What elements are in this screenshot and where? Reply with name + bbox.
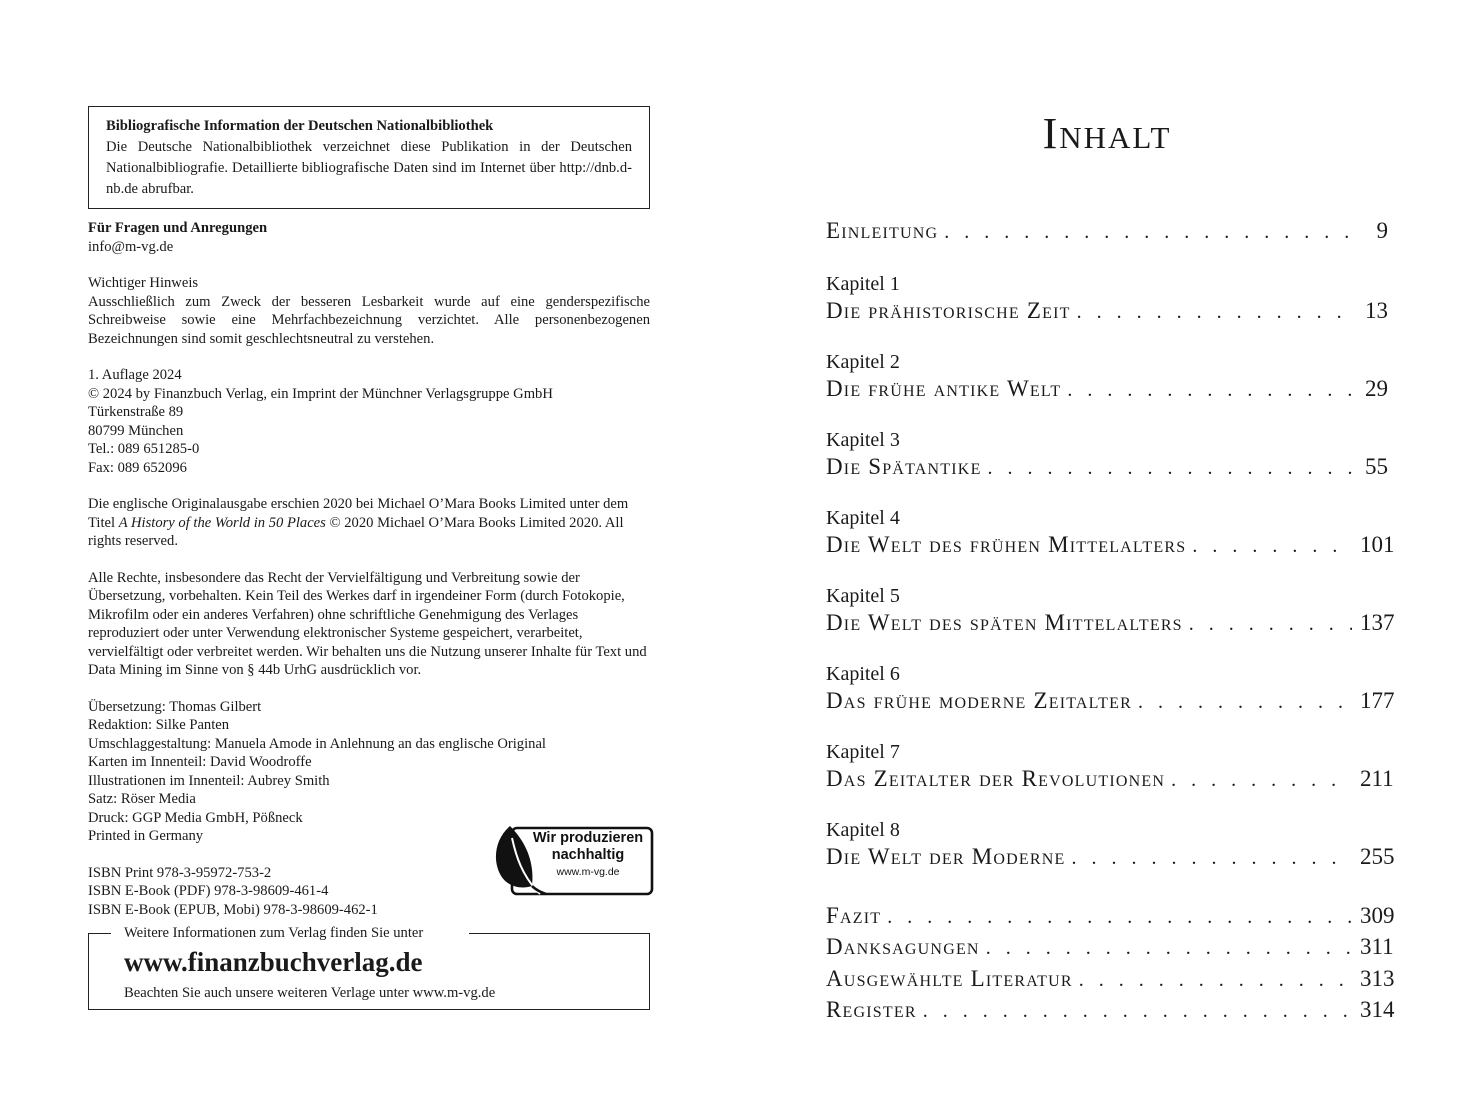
toc-leader-dots: [988, 453, 1352, 483]
original-edition-text-before: Die englische Originalausgabe erschien 2020 bei Michael O’Mara Books Limited unter dem Titel: [88, 496, 629, 531]
toc-title: Ausgewählte Literatur: [826, 966, 1073, 991]
credit-printing: Druck: GGP Media GmbH, Pößneck: [88, 809, 303, 826]
isbn-epub: ISBN E-Book (EPUB, Mobi) 978-3-98609-462-1: [88, 901, 378, 918]
toc-entry-chapter-4[interactable]: [826, 506, 1395, 561]
bibliographic-info-box: [88, 106, 650, 209]
badge-line2: nachhaltig: [551, 846, 625, 863]
original-edition-block: [88, 495, 650, 551]
toc-leader-dots: [887, 902, 1352, 932]
notice-text: Ausschließlich zum Zweck der besseren Lesbarkeit wurde auf eine genderspezifische Schreibweise sowie eine Mehrfachbezeichnung verzichtet. Alle personenbezogenen Bezeichnungen sind somit geschlechtsneutral zu verstehen.: [88, 293, 650, 347]
original-edition-text-after: © 2020 Michael O’Mara Books Limited 2020. All rights reserved.: [88, 514, 624, 549]
toc-chapter-label: Kapitel 1: [826, 273, 900, 295]
toc-title: Die Welt der Moderne: [826, 844, 1066, 869]
toc-entry-chapter-7[interactable]: [826, 740, 1394, 795]
toc-entry-chapter-8[interactable]: [826, 818, 1395, 873]
imprint-page: [88, 106, 650, 919]
toc-leader-dots: [944, 217, 1352, 247]
toc-title: Die Welt des frühen Mittelalters: [826, 532, 1187, 557]
toc-page-number: 309: [1360, 903, 1395, 928]
credit-illustrations: Illustrationen im Innenteil: Aubrey Smith: [88, 772, 330, 789]
address-city: 80799 München: [88, 422, 184, 439]
publisher-url[interactable]: www.finanzbuchverlag.de: [124, 947, 423, 977]
toc-entry-chapter-6[interactable]: [826, 662, 1395, 717]
credit-maps: Karten im Innenteil: David Woodroffe: [88, 754, 312, 770]
toc-entry-chapter-3[interactable]: [826, 428, 1388, 483]
toc-entry-chapter-1[interactable]: [826, 272, 1388, 327]
toc-entry-acknowledgements[interactable]: [826, 932, 1394, 963]
table-of-contents-page: [826, 0, 1395, 1104]
toc-page-number: 211: [1360, 766, 1394, 791]
phone-line: Tel.: 089 651285-0: [88, 441, 200, 457]
toc-title: Die Spätantike: [826, 454, 982, 479]
badge-text: [526, 830, 650, 880]
publisher-note: Beachten Sie auch unsere weiteren Verlage unter www.m-vg.de: [124, 985, 496, 1001]
toc-page-number: 101: [1360, 532, 1395, 557]
toc-page-number: 55: [1365, 454, 1388, 479]
toc-leader-dots: [1071, 843, 1352, 873]
sustainability-badge: [490, 824, 654, 902]
toc-page-number: 255: [1360, 844, 1395, 869]
toc-chapter-label: Kapitel 2: [826, 351, 900, 373]
toc-title: Das Zeitalter der Revolutionen: [826, 766, 1166, 791]
toc-title: Register: [826, 997, 917, 1022]
toc-title: Die Welt des späten Mittelalters: [826, 610, 1183, 635]
badge-line1: Wir produzieren: [532, 829, 644, 846]
toc-leader-dots: [1067, 375, 1352, 405]
toc-page-number: 9: [1376, 218, 1388, 243]
address-street: Türkenstraße 89: [88, 404, 184, 420]
toc-title: Danksagungen: [826, 934, 980, 959]
toc-entry-introduction[interactable]: [826, 216, 1388, 247]
toc-entry-literature[interactable]: [826, 964, 1395, 995]
isbn-print: ISBN Print 978-3-95972-753-2: [88, 864, 272, 881]
toc-leader-dots: [923, 996, 1352, 1026]
toc-leader-dots: [1192, 531, 1352, 561]
toc-chapter-label: Kapitel 4: [826, 507, 900, 529]
toc-page-number: 314: [1360, 997, 1395, 1022]
box-border-right-segment: [469, 933, 649, 934]
toc-chapter-label: Kapitel 6: [826, 663, 900, 685]
toc-leader-dots: [1189, 609, 1352, 639]
isbn-pdf: ISBN E-Book (PDF) 978-3-98609-461-4: [88, 883, 329, 899]
toc-page-number: 13: [1365, 298, 1388, 323]
credit-cover: Umschlaggestaltung: Manuela Amode in Anlehnung an das englische Original: [88, 735, 546, 752]
toc-leader-dots: [1171, 765, 1352, 795]
toc-leader-dots: [1077, 297, 1352, 327]
toc-entry-chapter-2[interactable]: [826, 350, 1388, 405]
toc-entry-chapter-5[interactable]: [826, 584, 1395, 639]
badge-url: www.m-vg.de: [556, 865, 620, 878]
toc-chapter-label: Kapitel 7: [826, 741, 900, 763]
edition-line: 1. Auflage 2024: [88, 367, 182, 383]
toc-leader-dots: [1079, 965, 1352, 995]
toc-leader-dots: [1138, 687, 1352, 717]
bibliographic-info-text: Die Deutsche Nationalbibliothek verzeichnet diese Publikation in der Deutschen Nationalbibliografie. Detaillierte bibliografische Daten sind im Internet über http://dnb.d-nb.de abrufbar.: [106, 139, 632, 197]
toc-title: Einleitung: [826, 218, 939, 243]
toc-page-number: 311: [1360, 934, 1394, 959]
notice-block: [88, 274, 650, 348]
printed-in: Printed in Germany: [88, 828, 204, 844]
copyright-line: © 2024 by Finanzbuch Verlag, ein Imprint der Münchner Verlagsgruppe GmbH: [88, 385, 553, 402]
toc-title: Fazit: [826, 903, 882, 928]
toc-heading: Inhalt: [1042, 109, 1172, 158]
credit-editing: Redaktion: Silke Panten: [88, 717, 230, 733]
toc-entry-conclusion[interactable]: [826, 901, 1395, 932]
box-border-left-segment: [89, 933, 111, 934]
toc-page-number: 137: [1360, 610, 1395, 635]
toc-page-number: 177: [1360, 688, 1395, 713]
rights-block: Alle Rechte, insbesondere das Recht der Vervielfältigung und Verbreitung sowie der Übersetzung, vorbehalten. Kein Teil des Werkes darf in irgendeiner Form (durch Fotokopie, Mikrofilm oder ein anderes Verfahren) ohne schriftliche Genehmigung des Verlages reproduziert oder unter Verwendung elektronischer Systeme gespeichert, verarbeitet, vervielfältigt oder verbreitet werden. Wir behalten uns die Nutzung unserer Inhalte für Text und Data Mining im Sinne von § 44b UrhG ausdrücklich vor.: [88, 569, 647, 678]
contact-heading: Für Fragen und Anregungen: [88, 220, 268, 236]
edition-block: [88, 366, 650, 477]
contact-email[interactable]: info@m-vg.de: [88, 238, 174, 255]
publisher-info-box: [88, 925, 650, 1010]
publisher-caption: Weitere Informationen zum Verlag finden Sie unter: [124, 925, 424, 941]
toc-title: Die frühe antike Welt: [826, 376, 1062, 401]
contact-block: [88, 219, 650, 256]
toc-page-number: 29: [1365, 376, 1388, 401]
fax-line: Fax: 089 652096: [88, 459, 187, 476]
toc-leader-dots: [986, 933, 1352, 963]
toc-entry-index[interactable]: [826, 995, 1395, 1026]
toc-title: Das frühe moderne Zeitalter: [826, 688, 1132, 713]
credit-translation: Übersetzung: Thomas Gilbert: [88, 698, 262, 715]
toc-chapter-label: Kapitel 8: [826, 819, 900, 841]
toc-page-number: 313: [1360, 966, 1395, 991]
bibliographic-info-title: Bibliografische Information der Deutschen Nationalbibliothek: [106, 118, 494, 134]
toc-chapter-label: Kapitel 3: [826, 429, 900, 451]
notice-heading: Wichtiger Hinweis: [88, 275, 199, 291]
original-title: A History of the World in 50 Places: [118, 514, 326, 531]
toc-title: Die prähistorische Zeit: [826, 298, 1071, 323]
credit-typesetting: Satz: Röser Media: [88, 791, 196, 807]
toc-chapter-label: Kapitel 5: [826, 585, 900, 607]
